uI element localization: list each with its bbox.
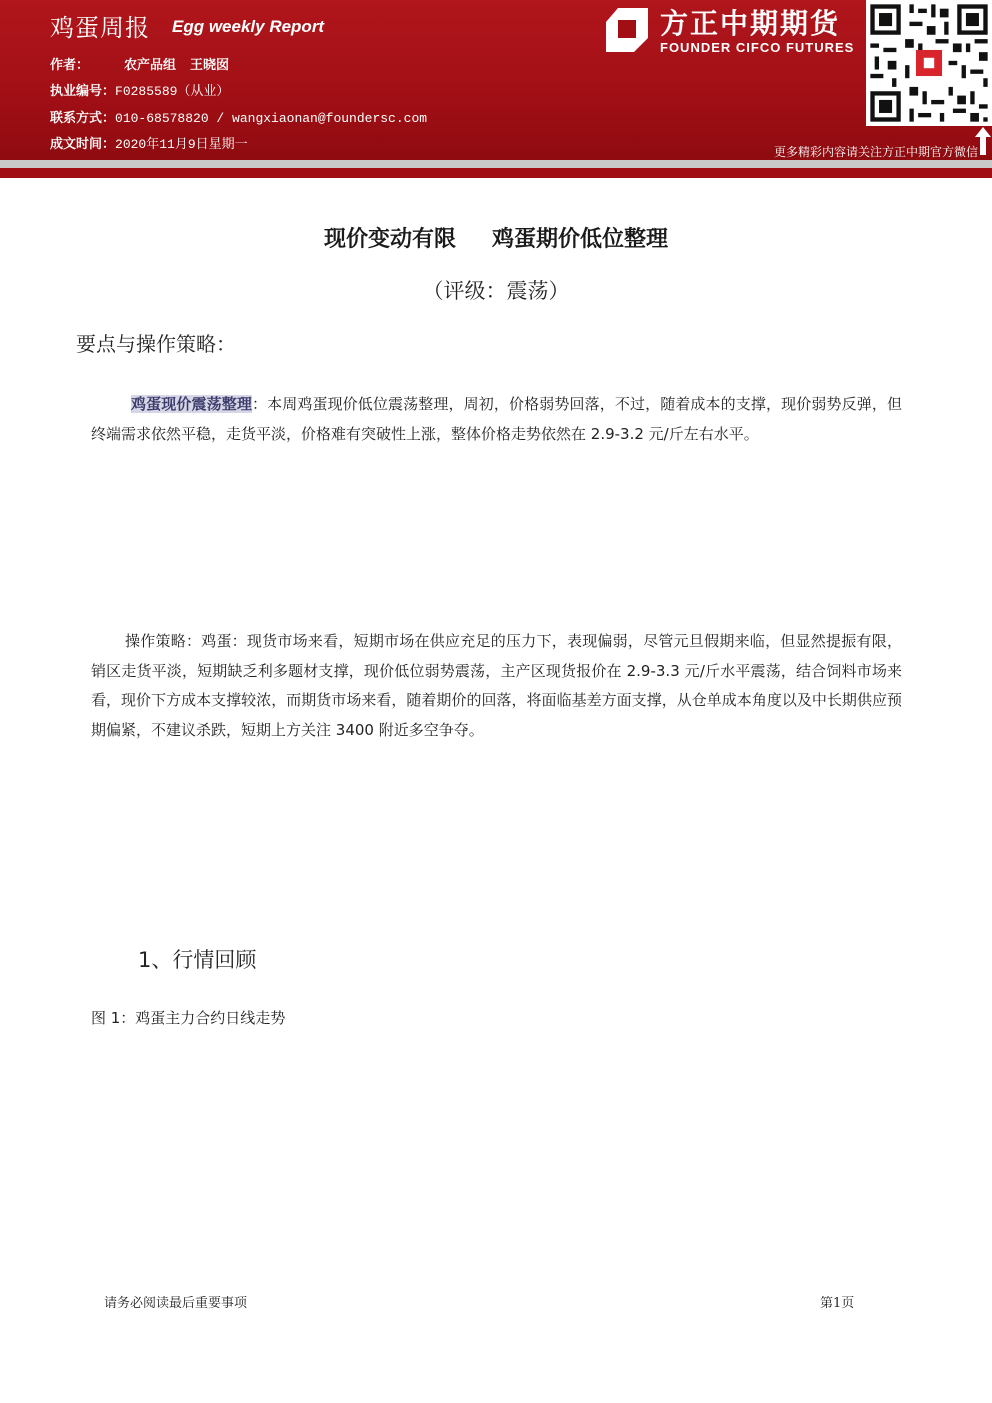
license-value: F0285589（从业）: [115, 84, 230, 99]
report-series-title: 鸡蛋周报: [50, 14, 150, 42]
author-label: 作者：: [50, 58, 90, 73]
report-title-part2: 鸡蛋期价低位整理: [492, 227, 669, 252]
company-logo-icon: [604, 6, 650, 54]
up-arrow-icon: [974, 126, 992, 156]
license-label: 执业编号：: [50, 84, 116, 99]
report-header: [0, 0, 992, 160]
page-number: 第1页: [820, 1296, 855, 1311]
qr-code-icon: [866, 0, 992, 126]
contact-value: 010-68578820 / wangxiaonan@foundersc.com: [115, 111, 428, 126]
spot-price-body: ：本周鸡蛋现价低位震荡整理，周初，价格弱势回落，不过，随着成本的支撑，现价弱势反弹，但终端需求依然平稳，走货平淡，价格难有突破性上涨，整体价格走势依然在 2.9-3.2 元/斤左右水平。: [91, 395, 902, 443]
contact-label: 联系方式：: [50, 111, 116, 126]
author-row: [50, 54, 229, 73]
footer-notice: 请务必阅读最后重要事项: [104, 1296, 248, 1311]
report-rating: （评级：震荡）: [422, 279, 570, 303]
license-row: [50, 80, 229, 99]
figure-caption: 图 1：鸡蛋主力合约日线走势: [91, 1009, 286, 1027]
report-title: [0, 222, 992, 253]
strategy-paragraph: 操作策略：鸡蛋：现货市场来看，短期市场在供应充足的压力下，表现偏弱，尽管元旦假期来临，但显然提振有限，销区走货平淡，短期缺乏利多题材支撑，现价低位弱势震荡，主产区现货报价在 2.9-3.3 元/斤水平震荡，结合饲料市场来看，现价下方成本支撑较浓，而期货市场来看，随着期价的回落，将面临基差方面支撑，从仓单成本角度以及中长期供应预期偏紧，不建议杀跌，短期上方关注 3400 附近多空争夺。: [91, 632, 902, 739]
date-row: [50, 133, 248, 152]
company-name-en: FOUNDER CIFCO FUTURES: [660, 40, 855, 55]
report-title-part1: 现价变动有限: [323, 227, 456, 252]
key-points-heading: 要点与操作策略：: [76, 332, 236, 356]
author-group: 农产品组: [124, 58, 177, 73]
header-divider-gray: [0, 160, 992, 168]
date-value: 2020年11月9日星期一: [115, 137, 248, 152]
author-name: 王晓囡: [190, 58, 230, 73]
follow-wechat-text: 更多精彩内容请关注方正中期官方微信: [773, 145, 978, 159]
report-series-subtitle: Egg weekly Report: [172, 17, 325, 36]
spot-price-paragraph: [91, 390, 902, 449]
header-divider-red: [0, 168, 992, 178]
market-review-heading: 1、行情回顾: [138, 948, 257, 972]
date-label: 成文时间：: [50, 137, 116, 152]
spot-price-highlight: 鸡蛋现价震荡整理: [131, 395, 252, 413]
company-name-cn: 方正中期期货: [660, 7, 841, 40]
contact-row: [50, 107, 427, 126]
